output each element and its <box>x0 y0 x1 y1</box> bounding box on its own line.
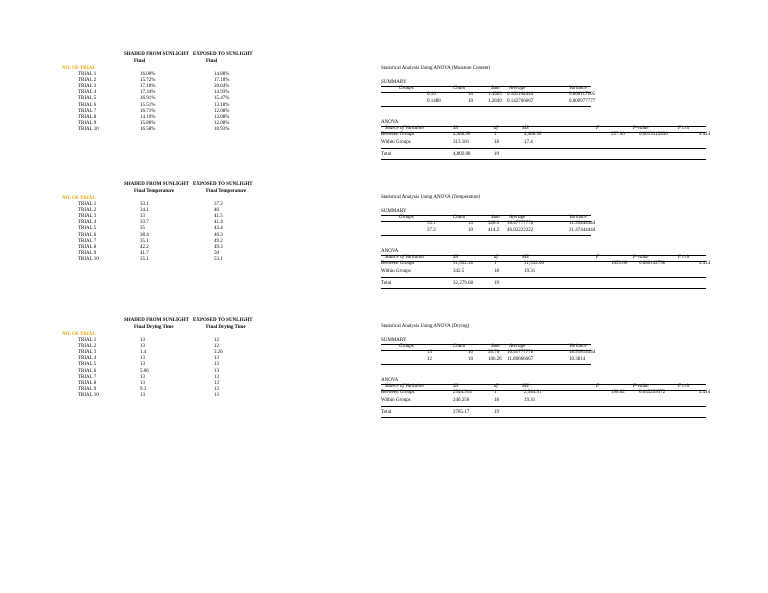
anova-header: SS <box>453 126 458 131</box>
anova-cell: 18 <box>494 268 499 274</box>
shaded-value: 33.1 <box>140 202 149 207</box>
anova-bottom-rule <box>381 417 706 418</box>
anova-block-1 <box>381 195 711 295</box>
anova-total-cell: 19 <box>494 281 499 286</box>
trial-name: TRIAL 7 <box>78 238 97 244</box>
exposed-value: 13 <box>214 392 219 398</box>
anova-cell: 0.045259572 <box>639 390 666 395</box>
summary-cell: 414.2 <box>488 227 500 233</box>
anova-header: SS <box>453 384 458 389</box>
anova-cell: 257.90 <box>611 132 625 137</box>
shaded-value: 1.4 <box>140 350 147 356</box>
anova-total-cell: Total <box>381 152 392 157</box>
anova-cell: 31,932.18 <box>453 261 473 266</box>
sub-header-exposed: Final Drying Time <box>206 325 246 330</box>
anova-header: F crit <box>678 384 690 389</box>
summary-cell: 10 <box>468 92 473 97</box>
shaded-value: 33 <box>140 214 145 220</box>
anova-header: F <box>596 126 600 131</box>
shaded-value: 9.3 <box>140 386 147 392</box>
anova-cell: 313.181 <box>453 139 470 145</box>
summary-header: Count <box>453 344 466 349</box>
exposed-value: 49.2 <box>214 238 223 244</box>
summary-cell: 13 <box>427 350 432 355</box>
anova-header: MS <box>522 384 529 389</box>
anova-top-rule <box>381 255 706 256</box>
summary-header-rule <box>381 350 591 351</box>
shaded-value: 16.71% <box>140 108 156 114</box>
exposed-value: 20.04% <box>214 84 230 90</box>
exposed-value: 46.3 <box>214 232 223 238</box>
summary-cell: 93.76 <box>488 350 500 355</box>
shaded-value: 38.4 <box>140 232 149 238</box>
shaded-value: 35.1 <box>140 256 149 262</box>
summary-header-rule <box>381 92 591 93</box>
summary-header: Variance <box>569 344 587 349</box>
anova-cell: Between Groups <box>381 390 415 395</box>
anova-total-cell: 19 <box>494 410 499 415</box>
anova-cell: 4.414 <box>699 390 711 395</box>
exposed-value: 49.3 <box>214 244 223 250</box>
summary-cell: 33.1 <box>427 221 436 226</box>
anova-cell: 4,488.90 <box>524 132 542 137</box>
anova-cell: 17.4 <box>524 139 533 145</box>
exposed-value: 12.08% <box>214 114 230 120</box>
anova-cell: Between Groups <box>381 132 415 137</box>
exposed-value: 14.88% <box>214 72 230 77</box>
summary-header: Groups <box>399 344 414 349</box>
exposed-value: 53.1 <box>214 256 223 262</box>
summary-cell: 328.3 <box>488 221 500 226</box>
trial-name: TRIAL 1 <box>78 202 97 207</box>
header-shaded: SHADED FROM SUNLIGHT <box>124 318 190 323</box>
anova-cell: 19.31 <box>524 268 536 274</box>
anova-header: MS <box>522 255 529 260</box>
exposed-value: 12 <box>214 344 219 350</box>
anova-cell: 4.414 <box>699 261 711 266</box>
shaded-value: 17.34% <box>140 90 156 96</box>
summary-cell: 21.47444444 <box>569 227 596 233</box>
shaded-value: 14.10% <box>140 114 156 120</box>
exposed-value: 12.08% <box>214 108 230 114</box>
anova-header: F crit <box>678 255 690 260</box>
exposed-value: 12.08% <box>214 120 230 126</box>
exposed-value: 3.26 <box>214 350 223 356</box>
trial-name: TRIAL 10 <box>78 256 99 262</box>
anova-header: P-value <box>633 384 649 389</box>
sub-header-shaded: Final <box>134 59 146 64</box>
summary-cell: 10 <box>468 221 473 226</box>
summary-cell: 11.80666667 <box>507 356 534 362</box>
shaded-value: 13 <box>140 374 145 380</box>
data-table-0 <box>62 52 272 152</box>
anova-cell: 342.5 <box>453 268 465 274</box>
shaded-value: 13 <box>140 380 145 386</box>
sub-header-exposed: Final <box>206 59 218 64</box>
summary-label: SUMMARY <box>381 80 407 85</box>
anova-bottom-rule <box>381 288 706 289</box>
summary-header: Sum <box>491 344 500 349</box>
exposed-value: 13 <box>214 356 219 362</box>
exposed-value: 13.18% <box>214 102 230 108</box>
header-exposed: EXPOSED TO SUNLIGHT <box>193 318 253 323</box>
summary-header: Groups <box>399 86 414 91</box>
anova-header: Source of Variation <box>385 384 424 389</box>
sub-header-shaded: Final Drying Time <box>134 325 174 330</box>
trial-name: TRIAL 8 <box>78 244 97 250</box>
anova-header: F <box>596 384 600 389</box>
trial-name: TRIAL 9 <box>78 250 97 256</box>
exposed-value: 15.47% <box>214 96 230 102</box>
summary-cell: 11.39444444 <box>569 221 596 226</box>
anova-header: SS <box>453 255 458 260</box>
trial-name: TRIAL 4 <box>78 220 97 226</box>
table-row <box>62 257 272 263</box>
exposed-value: 12 <box>214 338 219 343</box>
trial-name: TRIAL 4 <box>78 356 97 362</box>
summary-cell: 0.142766667 <box>507 98 534 104</box>
shaded-value: 42.2 <box>140 244 149 250</box>
summary-cell: 0.161144444 <box>507 92 534 97</box>
trial-name: TRIAL 7 <box>78 108 97 114</box>
exposed-value: 14.93% <box>214 90 230 96</box>
trial-name: TRIAL 9 <box>78 120 97 126</box>
exposed-value: 40 <box>214 208 219 214</box>
exposed-value: 50 <box>214 250 219 256</box>
anova-header: df <box>494 255 498 260</box>
anova-label: ANOVA <box>381 249 399 254</box>
anova-header: F crit <box>678 126 690 131</box>
header-shaded: SHADED FROM SUNLIGHT <box>124 182 190 187</box>
summary-cell: 36.47777778 <box>507 221 534 226</box>
anova-cell: Between Groups <box>381 261 415 266</box>
shaded-value: 17.10% <box>140 84 156 90</box>
shaded-value: 13 <box>140 356 145 362</box>
shaded-value: 34.1 <box>140 208 149 214</box>
anova-mid-rule <box>381 148 706 149</box>
header-exposed: EXPOSED TO SUNLIGHT <box>193 52 253 57</box>
anova-header: MS <box>522 126 529 131</box>
summary-cell: 10 <box>468 227 473 233</box>
anova-cell: Within Groups <box>381 268 411 274</box>
exposed-value: 10.93% <box>214 126 230 132</box>
summary-header: Count <box>453 215 466 220</box>
exposed-value: 13 <box>214 362 219 368</box>
anova-total-cell: 19 <box>494 152 499 157</box>
summary-cell: 0.1488 <box>427 98 441 104</box>
exposed-value: 43.4 <box>214 226 223 232</box>
summary-cell: 10 <box>468 98 473 104</box>
trial-name: TRIAL 5 <box>78 362 97 368</box>
summary-header: Count <box>453 86 466 91</box>
summary-cell: 1.2849 <box>488 98 502 104</box>
shaded-value: 15.51% <box>140 102 156 108</box>
summary-cell: 0.000977777 <box>569 98 596 104</box>
shaded-value: 13 <box>140 362 145 368</box>
summary-cell: 10 <box>468 356 473 362</box>
anova-cell: 31,932.66 <box>524 261 544 266</box>
anova-bottom-rule <box>381 159 706 160</box>
header-exposed: EXPOSED TO SUNLIGHT <box>193 182 253 187</box>
shaded-value: 35 <box>140 226 145 232</box>
anova-cell: Within Groups <box>381 397 411 403</box>
anova-mid-rule <box>381 277 706 278</box>
exposed-value: 13 <box>214 368 219 374</box>
table-row <box>62 393 272 399</box>
shaded-value: 16.91% <box>140 96 156 102</box>
summary-cell: 37.2 <box>427 227 436 233</box>
trial-name: TRIAL 5 <box>78 226 97 232</box>
summary-cell: 0.000117105 <box>569 92 596 97</box>
anova-cell: 1 <box>494 390 497 395</box>
summary-cell: 18.91814444 <box>569 350 596 355</box>
trial-name: TRIAL 1 <box>78 338 97 343</box>
data-table-2 <box>62 318 272 418</box>
summary-label: SUMMARY <box>381 338 407 343</box>
summary-bottom-rule <box>381 235 591 236</box>
sub-header-shaded: Final Temperature <box>134 189 175 194</box>
shaded-value: 16.00% <box>140 72 156 77</box>
anova-cell: Within Groups <box>381 139 411 145</box>
exposed-value: 13 <box>214 386 219 392</box>
anova-header: P-value <box>633 255 649 260</box>
anova-title: Statistical Analysis Using ANOVA (Temperature) <box>381 195 481 200</box>
summary-cell: 10.41777778 <box>507 350 534 355</box>
trial-name: TRIAL 6 <box>78 368 97 374</box>
summary-cell: 10.3814 <box>569 356 586 362</box>
summary-header: Average <box>509 344 526 349</box>
trial-name: TRIAL 6 <box>78 232 97 238</box>
trial-name: TRIAL 6 <box>78 102 97 108</box>
exposed-value: 37.2 <box>214 202 223 207</box>
anova-cell: 0.0013312836 <box>639 132 668 137</box>
trial-name: TRIAL 10 <box>78 126 99 132</box>
exposed-value: 13 <box>214 380 219 386</box>
anova-header: df <box>494 126 498 131</box>
trial-name: TRIAL 3 <box>78 350 97 356</box>
anova-cell: 18 <box>494 139 499 145</box>
shaded-value: 5.06 <box>140 368 149 374</box>
anova-top-rule <box>381 384 706 385</box>
trial-name: TRIAL 10 <box>78 392 99 398</box>
summary-label: SUMMARY <box>381 209 407 214</box>
trial-name: TRIAL 2 <box>78 344 97 350</box>
anova-mid-rule <box>381 406 706 407</box>
summary-header: Variance <box>569 86 587 91</box>
anova-cell: 19.31 <box>524 397 536 403</box>
anova-cell: 4.414 <box>699 132 711 137</box>
anova-block-2 <box>381 324 711 424</box>
trial-name: TRIAL 3 <box>78 84 97 90</box>
anova-header: df <box>494 384 498 389</box>
trial-name: TRIAL 8 <box>78 114 97 120</box>
trial-name: TRIAL 9 <box>78 386 97 392</box>
summary-bottom-rule <box>381 364 591 365</box>
trial-name: TRIAL 7 <box>78 374 97 380</box>
summary-header: Average <box>509 215 526 220</box>
summary-header: Sum <box>491 215 500 220</box>
anova-cell: 2,544.91 <box>524 390 542 395</box>
anova-block-0 <box>381 66 711 166</box>
anova-title: Statistical Analysis Using ANOVA (Moisture Content) <box>381 66 491 71</box>
anova-cell: 2544.914 <box>453 390 472 395</box>
anova-total-cell: Total <box>381 410 392 415</box>
anova-total-cell: 4,802.08 <box>453 152 471 157</box>
anova-top-rule <box>381 126 706 127</box>
summary-cell: 1.4503 <box>488 92 502 97</box>
exposed-value: 17.18% <box>214 78 230 84</box>
table-row <box>62 127 272 133</box>
anova-label: ANOVA <box>381 378 399 383</box>
trial-column-header: NO. OF TRIAL <box>62 332 96 337</box>
summary-bottom-rule <box>381 106 591 107</box>
summary-cell: 106.26 <box>488 356 502 362</box>
shaded-value: 15.72% <box>140 78 156 84</box>
anova-cell: 0.080142798 <box>639 261 666 266</box>
anova-cell: 1 <box>494 132 497 137</box>
trial-name: TRIAL 5 <box>78 96 97 102</box>
anova-cell: 18 <box>494 397 499 403</box>
anova-header: F <box>596 255 600 260</box>
anova-header: P-value <box>633 126 649 131</box>
exposed-value: 41.5 <box>214 214 223 220</box>
sub-header-exposed: Final Temperature <box>206 189 247 194</box>
anova-total-cell: 2785.17 <box>453 410 470 415</box>
exposed-value: 41.4 <box>214 220 223 226</box>
summary-cell: 0.16 <box>427 92 436 97</box>
trial-name: TRIAL 3 <box>78 214 97 220</box>
anova-header: Source of Variation <box>385 126 424 131</box>
summary-header: Groups <box>399 215 414 220</box>
anova-cell: 240.256 <box>453 397 470 403</box>
anova-title: Statistical Analysis Using ANOVA (Drying) <box>381 324 470 329</box>
summary-header: Average <box>509 86 526 91</box>
trial-name: TRIAL 2 <box>78 78 97 84</box>
exposed-value: 13 <box>214 374 219 380</box>
data-table-1 <box>62 182 272 282</box>
shaded-value: 35.1 <box>140 238 149 244</box>
trial-name: TRIAL 2 <box>78 208 97 214</box>
shaded-value: 16.58% <box>140 126 156 132</box>
trial-name: TRIAL 1 <box>78 72 97 77</box>
shaded-value: 13 <box>140 392 145 398</box>
summary-header: Sum <box>491 86 500 91</box>
anova-label: ANOVA <box>381 120 399 125</box>
anova-total-cell: Total <box>381 281 392 286</box>
shaded-value: 15.86% <box>140 120 156 126</box>
anova-cell: 1653.66 <box>611 261 628 266</box>
trial-name: TRIAL 4 <box>78 90 97 96</box>
shaded-value: 33.7 <box>140 220 149 226</box>
summary-cell: 46.02222222 <box>507 227 534 233</box>
shaded-value: 13 <box>140 344 145 350</box>
summary-header-rule <box>381 221 591 222</box>
anova-total-cell: 32,279.68 <box>453 281 473 286</box>
summary-header: Variance <box>569 215 587 220</box>
shaded-value: 41.7 <box>140 250 149 256</box>
header-shaded: SHADED FROM SUNLIGHT <box>124 52 190 57</box>
anova-header: Source of Variation <box>385 255 424 260</box>
anova-cell: 1 <box>494 261 497 266</box>
anova-cell: 4,488.90 <box>453 132 471 137</box>
trial-column-header: NO. OF TRIAL <box>62 66 96 71</box>
trial-name: TRIAL 8 <box>78 380 97 386</box>
shaded-value: 13 <box>140 338 145 343</box>
anova-cell: 190.62 <box>611 390 625 395</box>
summary-cell: 10 <box>468 350 473 355</box>
trial-column-header: NO. OF TRIAL <box>62 196 96 201</box>
summary-cell: 12 <box>427 356 432 362</box>
